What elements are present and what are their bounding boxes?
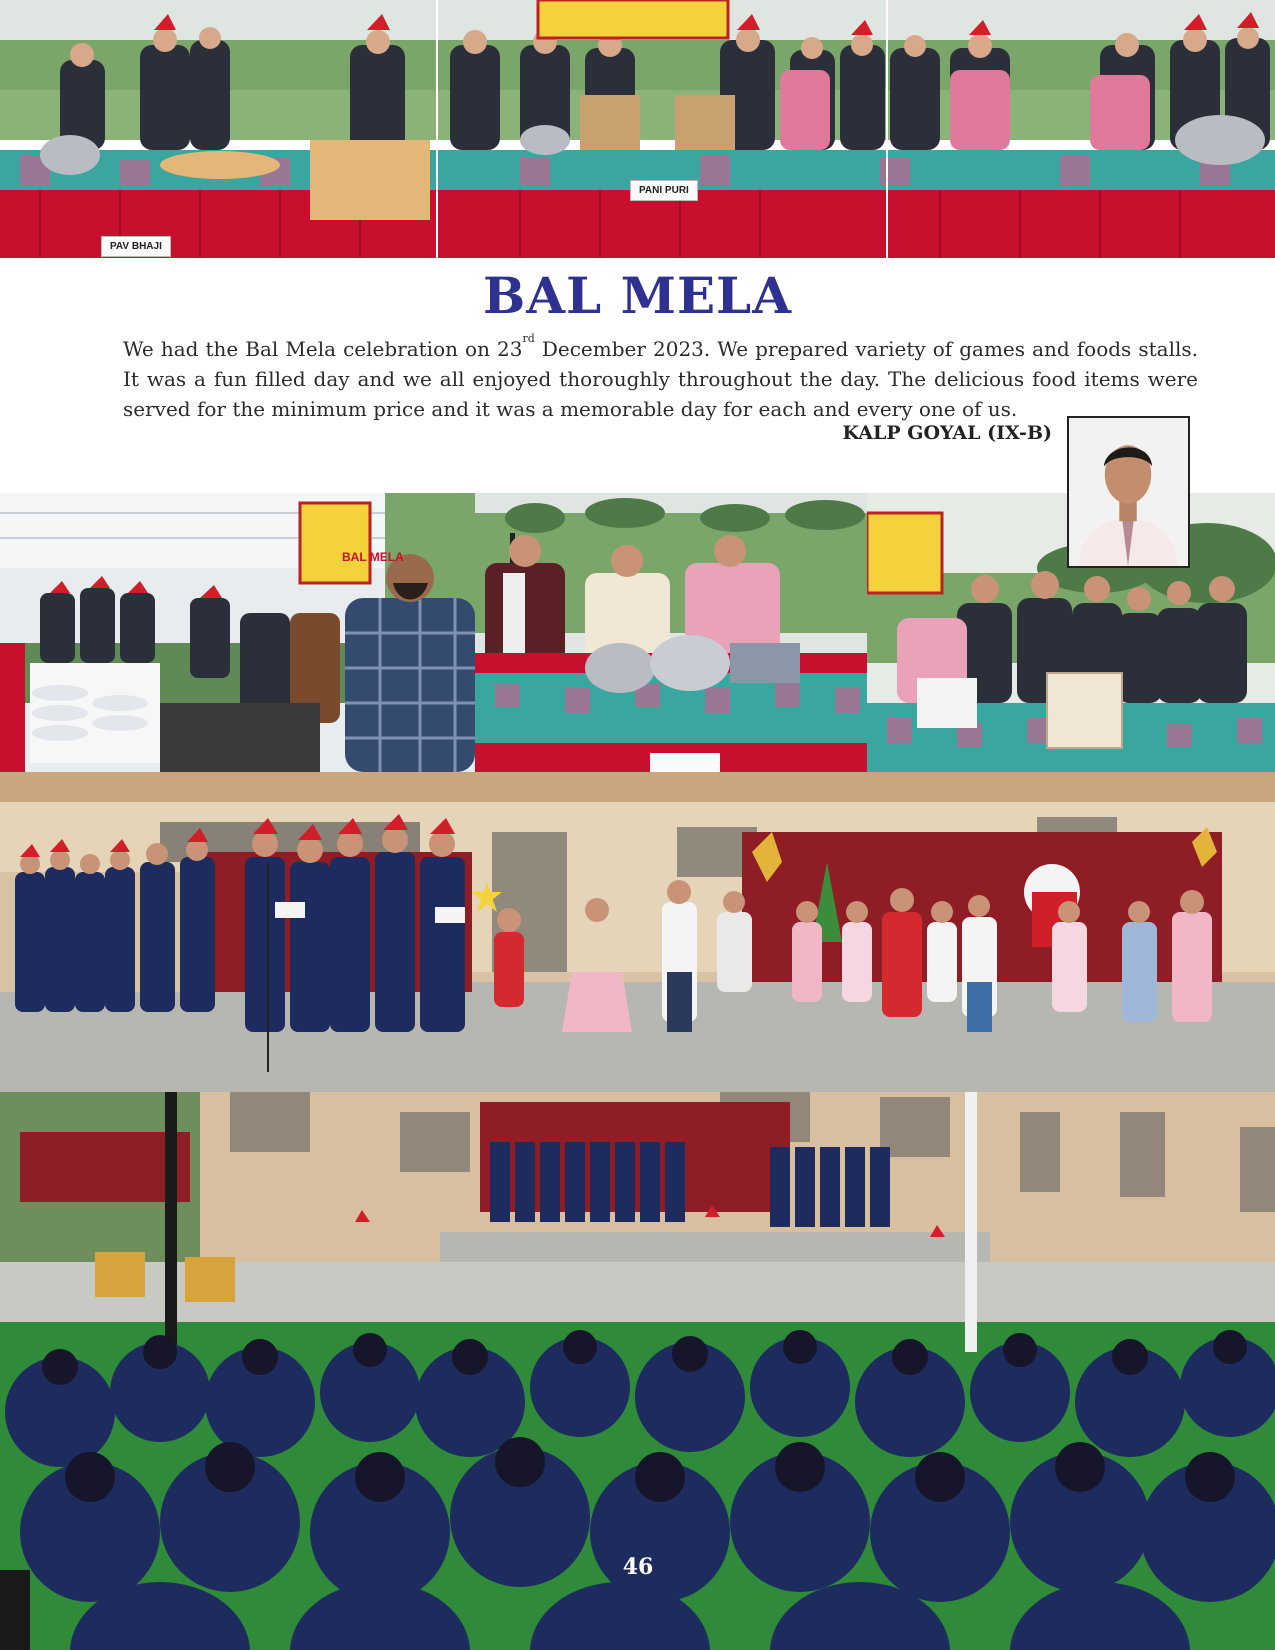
pani-puri-sign: PANI PURI [630, 180, 698, 201]
dance-performance-photo [472, 772, 1275, 1092]
bal-mela-banner-sign: BAL MELA [342, 550, 404, 564]
stall-photo-left [0, 493, 475, 772]
author-portrait-photo [1067, 416, 1190, 568]
article-paragraph [123, 334, 1198, 424]
paragraph-text-part-2: December 2023. We prepared variety of games and foods stalls. It was a fun filled day and we all enjoyed thoroughly throughout the day. The delicious food items were served for the minimum price and it was a memorable day for each and every one of us. [123, 337, 1198, 421]
page-title: BAL MELA [482, 266, 793, 325]
paragraph-text-part-1: We had the Bal Mela celebration on 23 [123, 337, 523, 361]
food-stalls-banner-photo [0, 0, 1275, 258]
date-ordinal-suffix: rd [522, 332, 535, 345]
page-number: 46 [622, 1554, 654, 1580]
choir-performance-photo [0, 772, 472, 1092]
pav-bhaji-sign: PAV BHAJI [101, 236, 171, 257]
stall-photo-middle [475, 493, 867, 772]
author-name: KALP GOYAL (IX-B) [842, 422, 1052, 444]
